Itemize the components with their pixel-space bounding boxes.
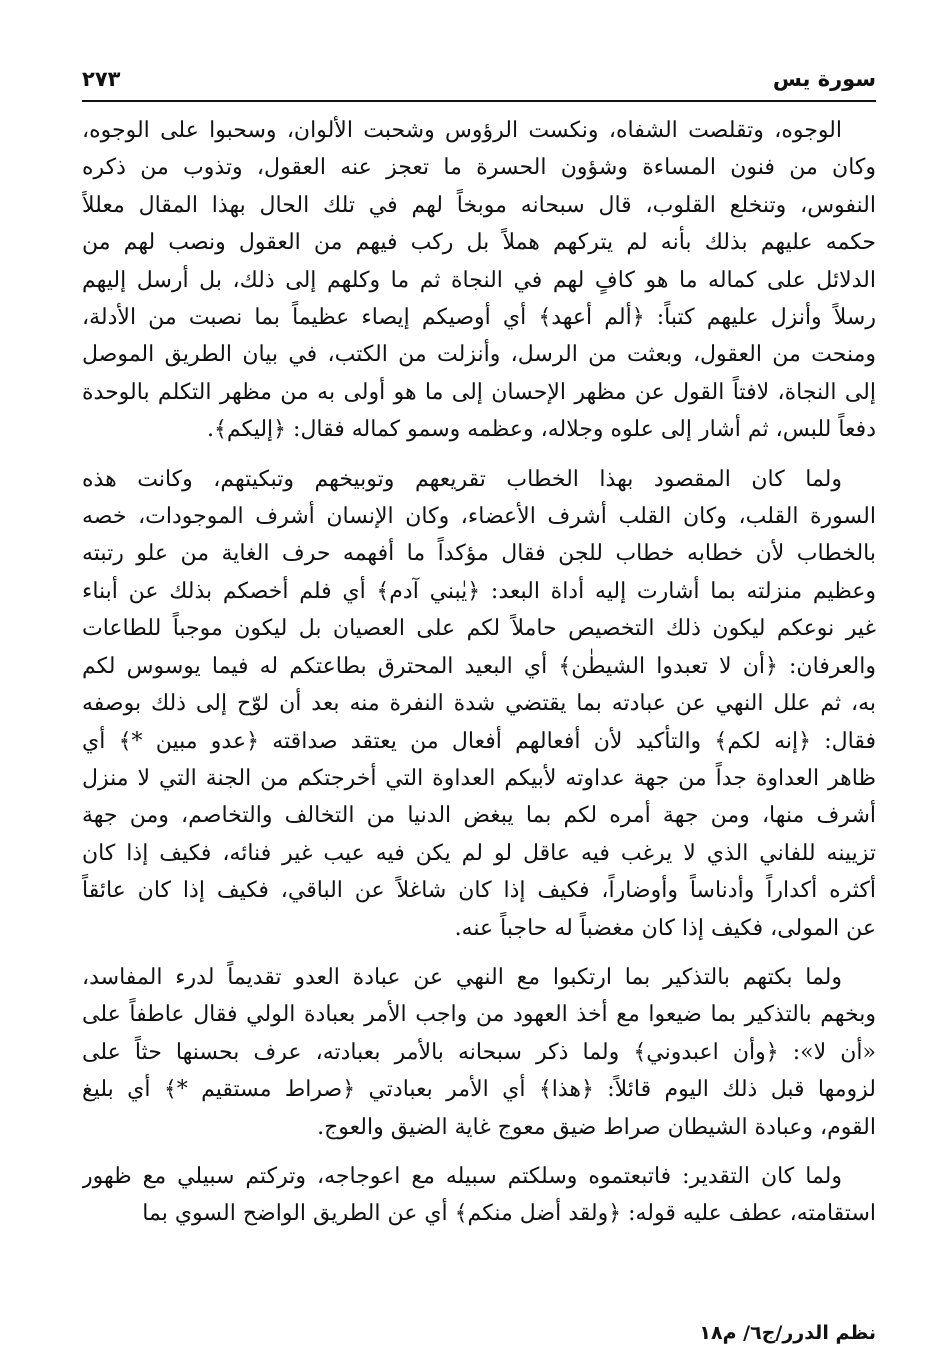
text-line: حكمه عليهم بذلك بأنه لم يتركهم هملاً بل ركب فيهم من العقول ونصب لهم من [82,230,876,256]
text-line: «أن لا»: ﴿وأن اعبدوني﴾ ولما ذكر سبحانه بالأمر بعبادته، عرف بحسنها حثاً على [82,1039,876,1065]
text-line: ولما كان المقصود بهذا الخطاب تقريعهم وتوبيخهم وتبكيتهم، وكانت هذه [82,466,842,492]
text-line: فقال: ﴿إنه لكم﴾ والتأكيد لأن أفعالهم أفعال من يعتقد صداقته ﴿عدو مبين *﴾ أي [82,728,876,754]
page-footer: نظم الدرر/ج٦/ م١٨ [699,1322,876,1344]
text-line: الوجوه، وتقلصت الشفاه، ونكست الرؤوس وشحبت الألوان، وسحبوا على الوجوه، [82,118,843,143]
text-line: ولما كان التقدير: فاتبعتموه وسلكتم سبيله مع اعوجاجه، وتركتم سبيلي مع ظهور [82,1163,842,1189]
text-line: به، ثم علل النهي عن عبادته بما يقتضي شدة النفرة منه بعد أن لوّح إلى ذلك بوصفه [82,691,876,717]
text-line: القوم، وعبادة الشيطان صراط ضيق معوج غاية الضيق والعوج. [317,1114,876,1140]
paragraph [82,461,876,947]
page-body [82,112,876,1233]
text-line: وعظيم منزلته بما أشارت إليه أداة البعد: ﴿يٰبني آدم﴾ أي فلم أخصكم بذلك عن أبناء [82,578,876,604]
text-line: أشرف منها، ومن جهة أمره لكم بما يبغض الدنيا من التخالف والتخاصم، ومن جهة [82,803,876,829]
text-line: أكثره أكداراً وأدناساً وأوضاراً، فكيف إذا كان شاغلاً عن الباقي، فكيف إذا كان عائقاً [82,878,876,904]
text-line: والعرفان: ﴿أن لا تعبدوا الشيطٰن﴾ أي البعيد المحترق بطاعتكم له فيما يوسوس لكم [82,653,876,679]
text-line: دفعاً للبس، ثم أشار إلى علوه وجلاله، وعظمه وسمو كماله فقال: ﴿إليكم﴾. [207,417,876,443]
text-line: عن المولى، فكيف إذا كان مغضباً له حاجباً عنه. [454,915,876,941]
text-line: ولما بكتهم بالتذكير بما ارتكبوا مع النهي عن عبادة العدو تقديماً لدرء المفاسد، [82,964,842,990]
paragraph [82,1158,876,1233]
paragraph [82,112,876,449]
text-line: النفوس، وتنخلع القلوب، قال سبحانه موبخاً لهم في تلك الحال بهذا المقال معللاً [82,192,876,218]
text-line: استقامته، عطف عليه قوله: ﴿ولقد أضل منكم﴾ أي عن الطريق الواضح السوي بما [142,1201,876,1227]
text-line: ومنحت من العقول، وبعثت من الرسل، وأنزلت من الكتب، في بيان الطريق الموصل [82,342,876,368]
text-line: الدلائل على كماله ما هو كافٍ لهم في النجاة ثم ما وكلهم إلى ذلك، بل أرسل إليهم [82,267,876,293]
text-line: بالخطاب لأن خطابه خطاب للجن فقال مؤكداً ما أفهمه حرف الغاية من علو رتبته [82,541,876,567]
text-line: وبخهم بالتذكير بما ضيعوا مع أخذ العهود من واجب الأمر بعبادة الولي فقال عاطفاً على [82,1002,876,1028]
surah-name: سورة يس [772,67,876,91]
header-rule [82,100,876,102]
text-line: رسلاً وأنزل عليهم كتباً: ﴿ألم أعهد﴾ أي أوصيكم إيصاء عظيماً بما نصبت من الأدلة، [82,305,876,331]
paragraph [82,959,876,1146]
text-line: تزيينه للفاني الذي لا يرغب فيه عاقل لو لم يكن فيه عيب غير فنائه، فكيف إذا كان [82,840,876,866]
text-line: السورة القلب، وكان القلب أشرف الأعضاء، وكان الإنسان أشرف الموجودات، خصه [82,504,876,530]
text-line: وكان من فنون المساءة وشؤون الحسرة ما تعجز عنه العقول، وتذوب من ذكره [82,155,876,181]
text-line: ظاهر العداوة جداً من جهة عداوته لأبيكم العداوة التي أخرجتكم من الجنة التي لا منزل [82,765,876,791]
text-line: غير نوعكم ليكون ذلك التخصيص حاملاً لكم على العصيان بل ليكون موجباً للطاعات [82,616,876,642]
text-line: إلى النجاة، لافتاً القول عن مظهر الإحسان إلى ما هو أولى به من مظهر التكلم بالوحدة [82,379,876,405]
page-header [82,62,876,96]
text-line: لزومها قبل ذلك اليوم قائلاً: ﴿هذا﴾ أي الأمر بعبادتي ﴿صراط مستقيم *﴾ أي بليغ [82,1077,876,1103]
page-number: ٢٧٣ [82,67,121,91]
